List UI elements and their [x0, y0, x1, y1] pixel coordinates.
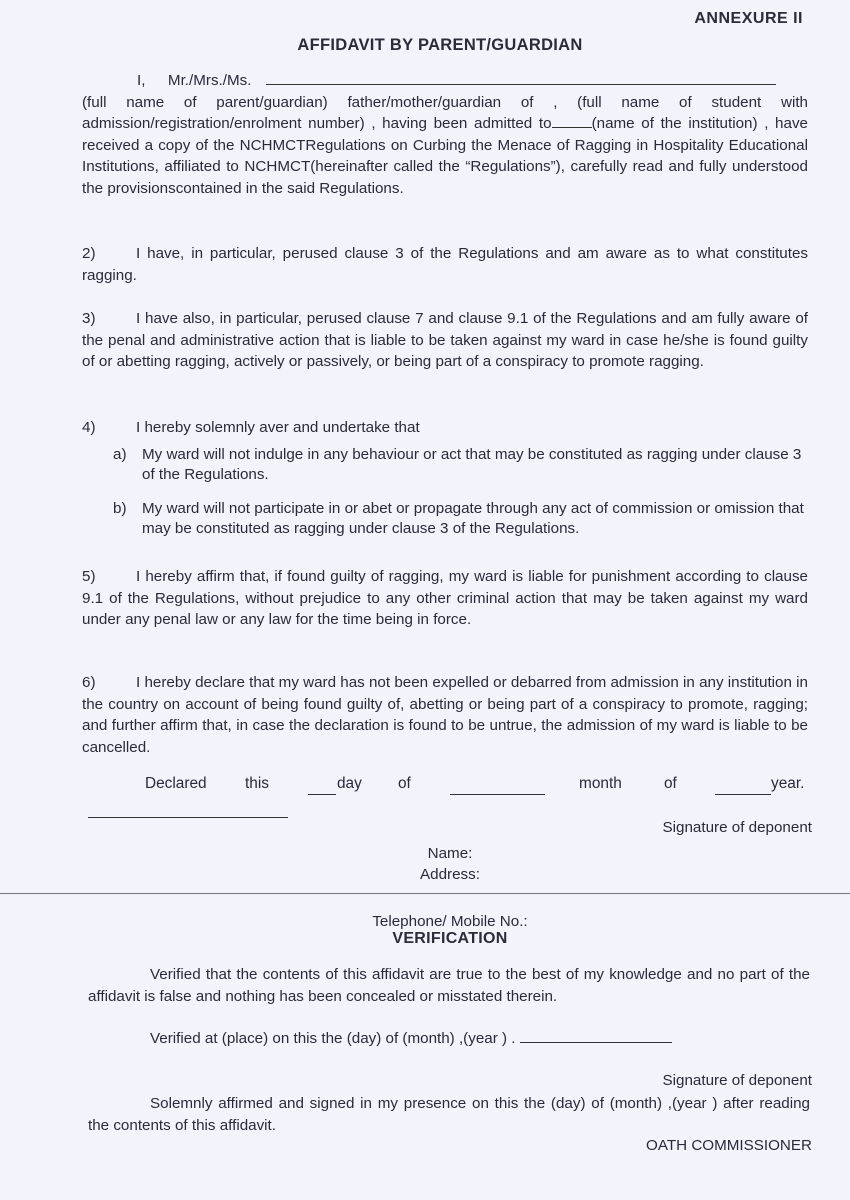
name-label: Name: [427, 845, 473, 862]
intro-salutation: Mr./Mrs./Ms. [167, 72, 252, 89]
declared-of: of [398, 775, 411, 792]
verification-text: Verified that the contents of this affidavit are true to the best of my knowledge and no part of the affidavit is false and nothing has been concealed or misstated therein. [88, 966, 810, 1005]
verification-signature: Signature of deponent [662, 1072, 812, 1089]
clause-text: I have also, in particular, perused clause 7 and clause 9.1 of the Regulations and am fully aware of the penal and administrative action that is liable to be taken against my ward in case he/she is found guilty of or abetting ragging, actively or passively, or being part of a conspiracy to promote ragging. [82, 310, 808, 370]
clause-text: I have, in particular, perused clause 3 of the Regulations and am aware as to what constitutes ragging. [82, 245, 808, 284]
year-blank[interactable] [715, 780, 771, 795]
subclause-b [113, 499, 810, 539]
solemnly-affirmed-paragraph [88, 1093, 810, 1136]
clause-number: 5) [82, 568, 96, 585]
clause-number: 6) [82, 674, 96, 691]
verified-at-line [88, 1028, 810, 1050]
declared-day: day [337, 775, 362, 792]
declared-month: month [579, 775, 622, 792]
telephone-label: Telephone/ Mobile No.: [372, 913, 528, 930]
signature-line[interactable] [88, 817, 288, 818]
clause-text: I hereby solemnly aver and undertake that [136, 419, 420, 436]
subclause-mark: b) [113, 500, 127, 517]
declared-year: year. [771, 775, 805, 792]
oath-commissioner: OATH COMMISSIONER [646, 1137, 812, 1154]
clause-2 [82, 243, 808, 286]
intro-prefix: I, [137, 72, 146, 89]
intro-paragraph [82, 70, 808, 199]
subclause-mark: a) [113, 446, 127, 463]
clause-3 [82, 308, 808, 373]
declared-word: Declared [145, 775, 207, 792]
clause-text: I hereby declare that my ward has not been expelled or debarred from admission in any institution in the country on account of being found guilty of, abetting or being part of a conspiracy to promote, ragging; and further affirm that, in case the declaration is found to be untrue, the admission of my ward is liable to be cancelled. [82, 674, 808, 756]
clause-number: 4) [82, 419, 96, 436]
clause-6 [82, 672, 808, 758]
verification-paragraph [88, 964, 810, 1007]
subclause-text: My ward will not participate in or abet or propagate through any act of commission or omission that may be constituted as ragging under clause 3 of the Regulations. [142, 500, 804, 537]
clause-number: 2) [82, 245, 96, 262]
intro-body-2: (name of the institution) , have received a copy of the NCHMCTRegulations on Curbing the Menace of Ragging in Hospitality Educational Institutions, affiliated to NCHMCT(hereinafter called the “Regulations”), carefully read and fully understood the provisionscontained in the said Regulations. [82, 115, 808, 197]
clause-text: I hereby affirm that, if found guilty of ragging, my ward is liable for punishment according to clause 9.1 of the Regulations, without prejudice to any other criminal action that may be taken against my ward under any penal law or any law for the time being in force. [82, 568, 808, 628]
annexure-label: ANNEXURE II [694, 10, 803, 27]
subclause-text: My ward will not indulge in any behaviour or act that may be constituted as ragging under clause 3 of the Regulations. [142, 446, 802, 483]
subclause-a [113, 445, 810, 485]
declared-this: this [245, 775, 269, 792]
signature-of-deponent: Signature of deponent [662, 819, 812, 836]
institution-blank[interactable] [552, 113, 592, 128]
address-label: Address: [420, 866, 480, 883]
parent-name-blank[interactable] [266, 70, 776, 85]
section-divider [0, 893, 850, 894]
intro-body: (full name of parent/guardian) father/mother/guardian of , (full name of student with admission/registration/enrolment number) , having been admitted to [82, 93, 808, 132]
declared-of-2: of [664, 775, 677, 792]
day-blank[interactable] [308, 780, 336, 795]
verified-at-text: Verified at (place) on this the (day) of (month) ,(year ) . [150, 1030, 516, 1047]
month-blank[interactable] [450, 780, 545, 795]
clause-5 [82, 566, 808, 631]
solemnly-affirmed-text: Solemnly affirmed and signed in my presence on this the (day) of (month) ,(year ) after reading the contents of this affidavit. [88, 1095, 810, 1134]
document-title: AFFIDAVIT BY PARENT/GUARDIAN [297, 36, 583, 54]
verified-at-blank[interactable] [520, 1028, 672, 1043]
clause-4 [82, 417, 808, 439]
clause-number: 3) [82, 310, 96, 327]
verification-title: VERIFICATION [392, 930, 508, 947]
